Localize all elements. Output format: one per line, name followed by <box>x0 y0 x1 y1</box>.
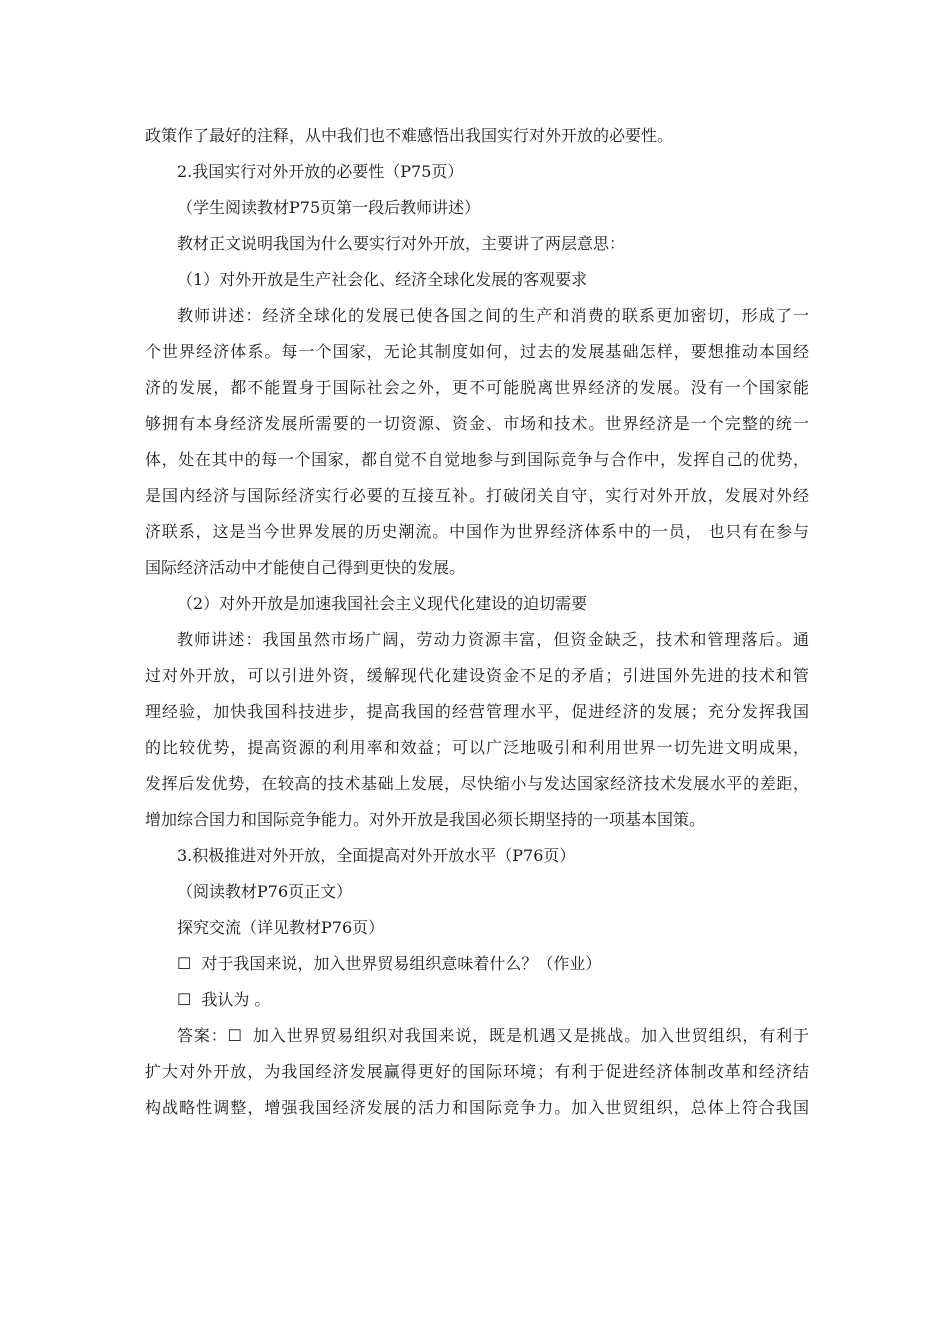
paragraph-line: 构战略性调整，增强我国经济发展的活力和国际竞争力。加入世贸组织，总体上符合我国 <box>145 1098 809 1117</box>
section-heading: 3.积极推进对外开放，全面提高对外开放水平（P76页） <box>177 846 576 865</box>
paragraph-line: 的比较优势，提高资源的利用率和效益；可以广泛地吸引和利用世界一切先进文明成果， <box>145 738 809 757</box>
paragraph-line: 探究交流（详见教材P76页） <box>177 918 385 937</box>
answer-prefix: 答案： <box>177 1026 228 1045</box>
paragraph-line: 增加综合国力和国际竞争能力。对外开放是我国必须长期坚持的一项基本国策。 <box>145 810 706 829</box>
paragraph-line: 济的发展，都不能置身于国际社会之外，更不可能脱离世界经济的发展。没有一个国家能 <box>145 378 809 397</box>
paragraph-line: （阅读教材P76页正文） <box>177 882 353 901</box>
paragraph-line: 够拥有本身经济发展所需要的一切资源、资金、市场和技术。世界经济是一个完整的统一 <box>145 414 809 433</box>
paragraph-line: 过对外开放，可以引进外资，缓解现代化建设资金不足的矛盾；引进国外先进的技术和管 <box>145 666 809 685</box>
paragraph-line: 扩大对外开放，为我国经济发展赢得更好的国际环境；有利于促进经济体制改革和经济结 <box>145 1062 809 1081</box>
document-body <box>145 118 809 1126</box>
paragraph-line: 理经验，加快我国科技进步，提高我国的经营管理水平，促进经济的发展；充分发挥我国 <box>145 702 809 721</box>
paragraph-line: 体，处在其中的每一个国家，都自觉不自觉地参与到国际竞争与合作中，发挥自己的优势， <box>145 450 809 469</box>
bullet-text: 我认为 。 <box>201 990 271 1009</box>
paragraph-line: （学生阅读教材P75页第一段后教师讲述） <box>177 198 481 217</box>
paragraph-line: 济联系，这是当今世界发展的历史潮流。中国作为世界经济体系中的一员， 也只有在参与 <box>145 522 809 541</box>
subsection-heading: （1）对外开放是生产社会化、经济全球化发展的客观要求 <box>177 270 588 289</box>
paragraph-line: 教师讲述：我国虽然市场广阔，劳动力资源丰富，但资金缺乏，技术和管理落后。通 <box>177 630 809 649</box>
bullet-glyph-icon: ☐ <box>177 990 192 1009</box>
section-heading: 2.我国实行对外开放的必要性（P75页） <box>177 162 464 181</box>
paragraph-line: 个世界经济体系。每一个国家，无论其制度如何，过去的发展基础怎样，要想推动本国经 <box>145 342 809 361</box>
paragraph-line: 是国内经济与国际经济实行必要的互接互补。打破闭关自守，实行对外开放，发展对外经 <box>145 486 809 505</box>
bullet-glyph-icon: ☐ <box>177 954 192 973</box>
paragraph-line: 教师讲述：经济全球化的发展已使各国之间的生产和消费的联系更加密切，形成了一 <box>177 306 809 325</box>
bullet-item <box>145 946 809 982</box>
paragraph-line: 发挥后发优势，在较高的技术基础上发展，尽快缩小与发达国家经济技术发展水平的差距， <box>145 774 809 793</box>
bullet-glyph-icon: ☐ <box>227 1026 242 1045</box>
paragraph-line: 国际经济活动中才能使自己得到更快的发展。 <box>145 558 466 577</box>
subsection-heading: （2）对外开放是加速我国社会主义现代化建设的迫切需要 <box>177 594 588 613</box>
paragraph-line: 教材正文说明我国为什么要实行对外开放，主要讲了两层意思： <box>177 234 626 253</box>
paragraph-line: 政策作了最好的注释，从中我们也不难感悟出我国实行对外开放的必要性。 <box>145 126 674 145</box>
bullet-text: 对于我国来说，加入世界贸易组织意味着什么？（作业） <box>201 954 602 973</box>
answer-text: 加入世界贸易组织对我国来说，既是机遇又是挑战。加入世贸组织，有利于 <box>251 1026 809 1045</box>
answer-line <box>145 1018 809 1054</box>
bullet-item <box>145 982 809 1018</box>
